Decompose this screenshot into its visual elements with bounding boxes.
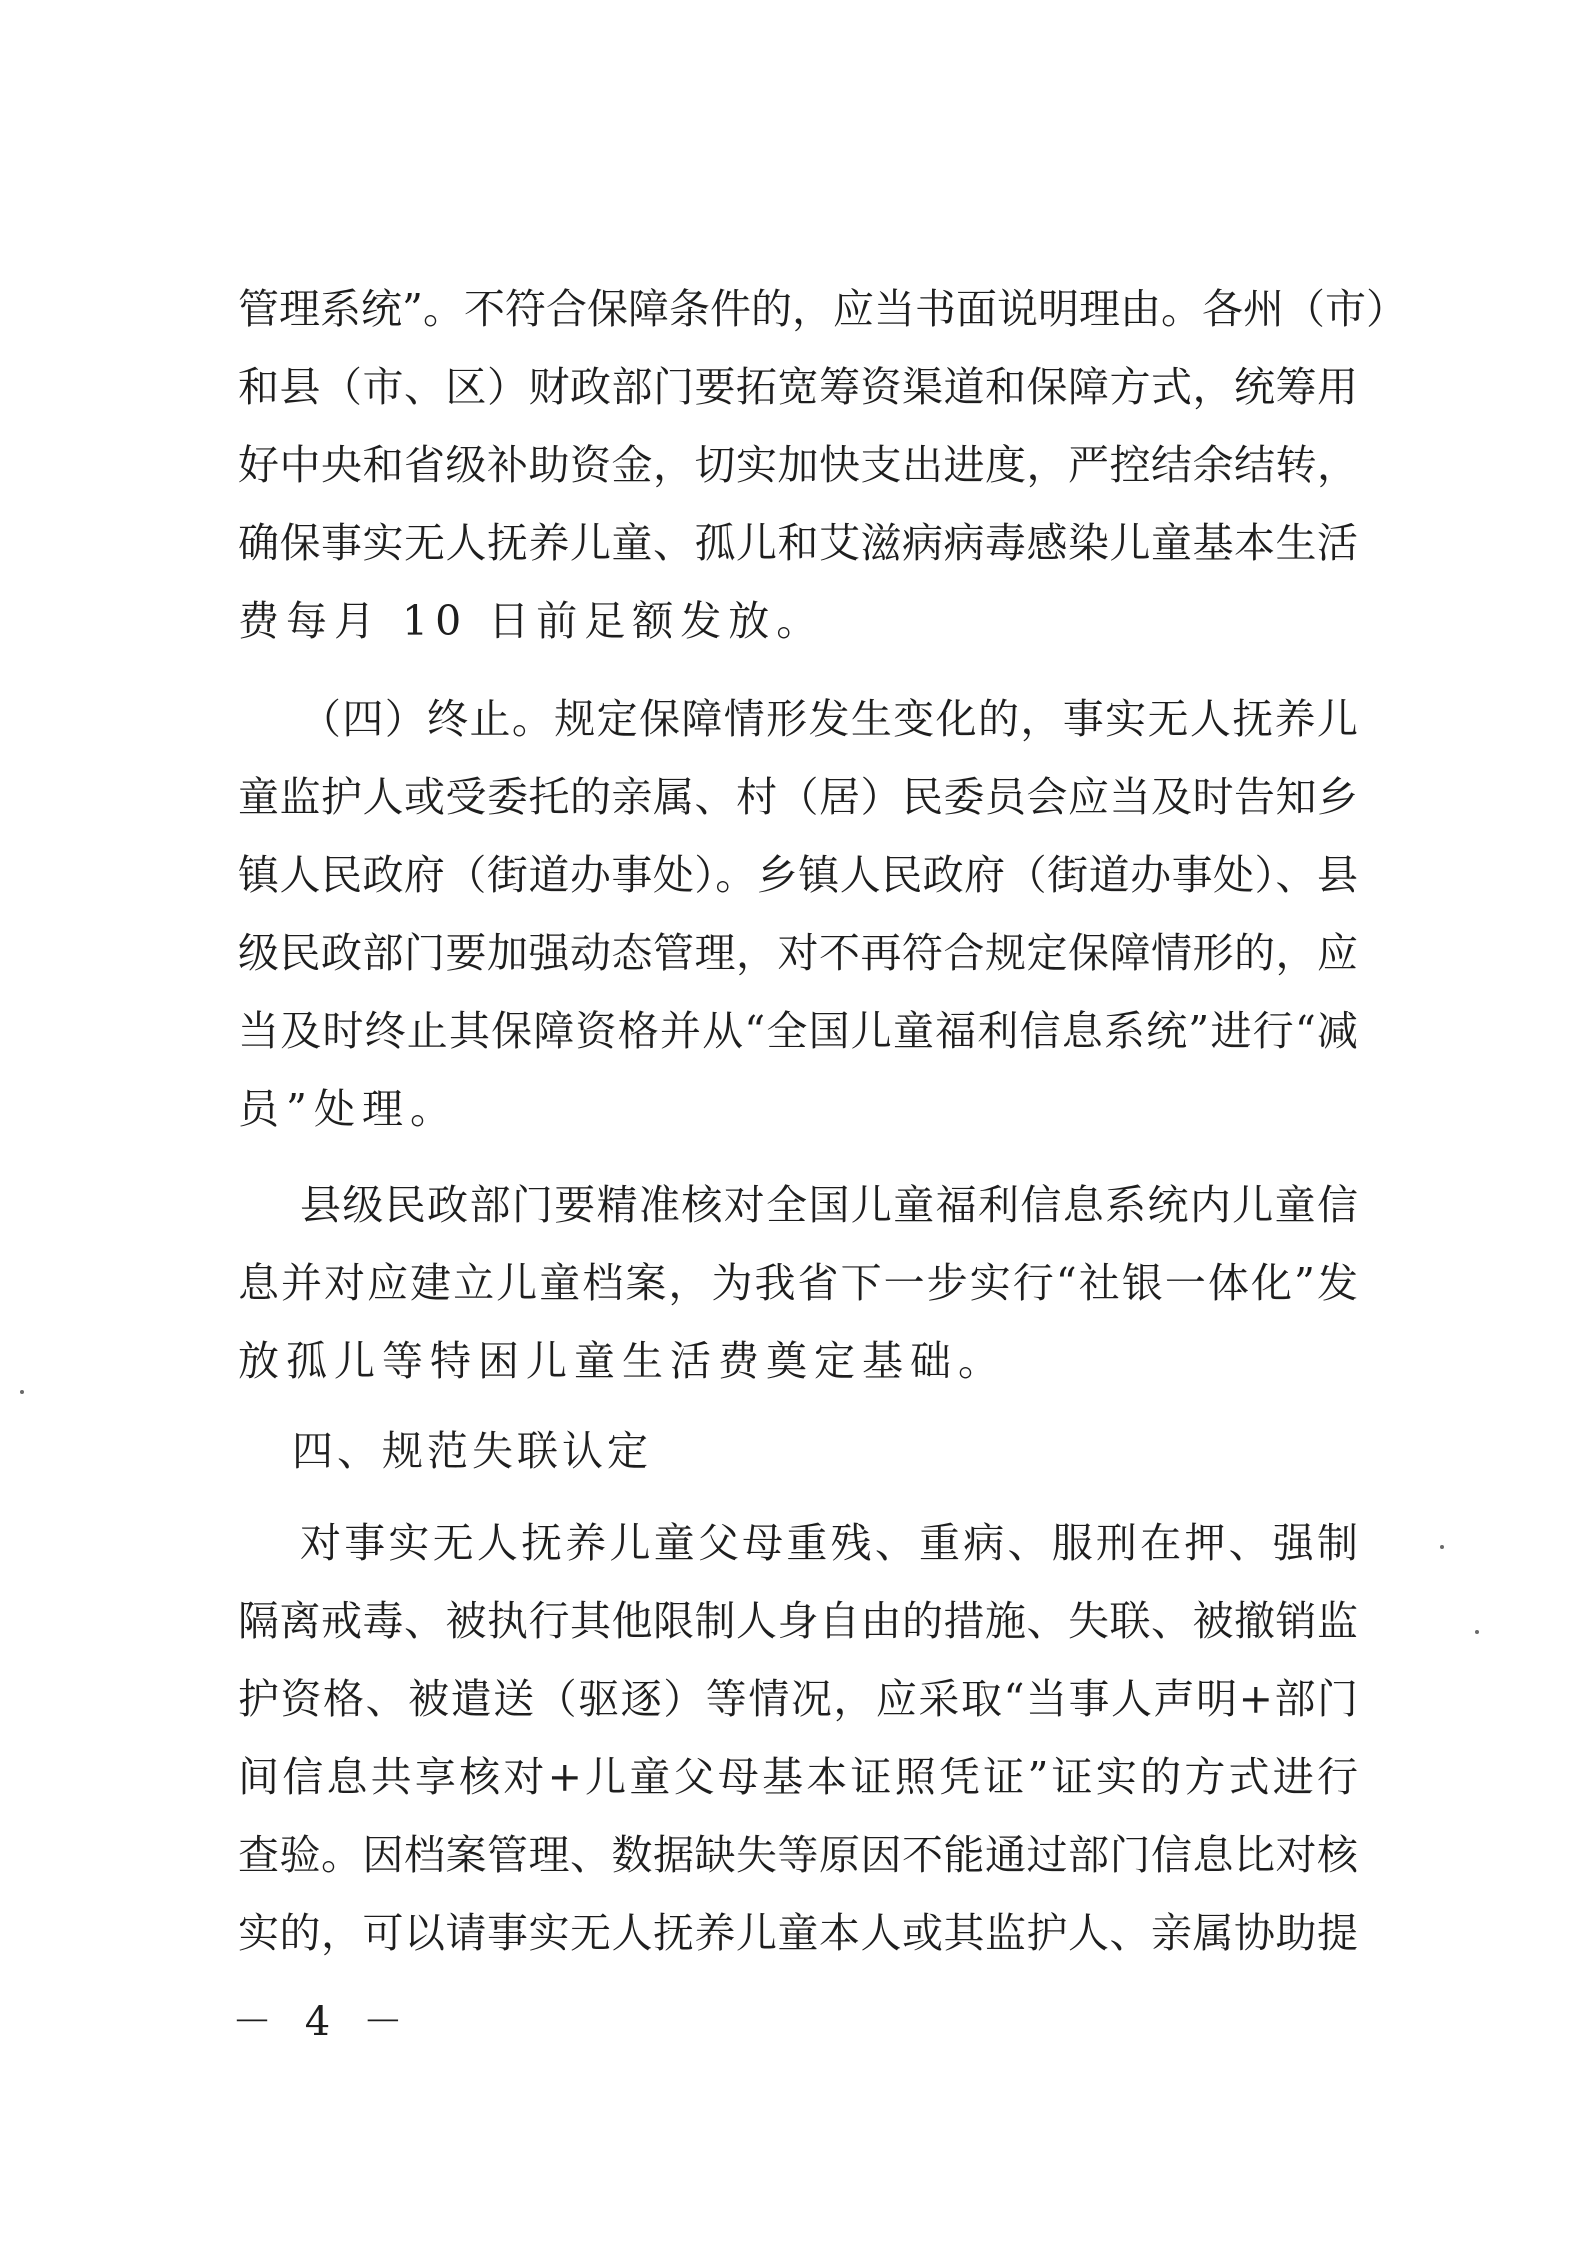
scan-speck — [1475, 1630, 1479, 1634]
body-line-10: 当及时终止其保障资格并从“全国儿童福利信息系统”进行“减 — [238, 1007, 1358, 1055]
body-line-3: 好中央和省级补助资金，切实加快支出进度，严控结余结转， — [238, 441, 1358, 489]
paragraph-missing-contact-start: 对事实无人抚养儿童父母重残、重病、服刑在押、强制 — [300, 1519, 1358, 1567]
body-line-18: 间信息共享核对+儿童父母基本证照凭证”证实的方式进行 — [238, 1753, 1358, 1801]
body-line-11: 员”处理。 — [238, 1085, 458, 1133]
section-heading: 四、规范失联认定 — [292, 1427, 652, 1475]
body-line-9: 级民政部门要加强动态管理，对不再符合规定保障情形的，应 — [238, 929, 1358, 977]
body-line-2: 和县（市、区）财政部门要拓宽筹资渠道和保障方式，统筹用 — [238, 363, 1358, 411]
body-line-5: 费每月 10 日前足额发放。 — [238, 597, 825, 645]
body-line-1: 管理系统”。不符合保障条件的，应当书面说明理由。各州（市） — [238, 285, 1407, 333]
scan-speck — [20, 1390, 24, 1394]
body-line-4: 确保事实无人抚养儿童、孤儿和艾滋病病毒感染儿童基本生活 — [238, 519, 1358, 567]
paragraph-termination-start: （四）终止。规定保障情形发生变化的，事实无人抚养儿 — [300, 695, 1358, 743]
body-line-16: 隔离戒毒、被执行其他限制人身自由的措施、失联、被撤销监 — [238, 1597, 1358, 1645]
body-line-19: 查验。因档案管理、数据缺失等原因不能通过部门信息比对核 — [238, 1831, 1358, 1879]
body-line-7: 童监护人或受委托的亲属、村（居）民委员会应当及时告知乡 — [238, 773, 1358, 821]
scan-speck — [1440, 1545, 1444, 1549]
body-line-13: 息并对应建立儿童档案，为我省下一步实行“社银一体化”发 — [238, 1259, 1358, 1307]
body-line-17: 护资格、被遣送（驱逐）等情况，应采取“当事人声明+部门 — [238, 1675, 1358, 1723]
page-number: － 4 － — [232, 1999, 413, 2045]
body-line-14: 放孤儿等特困儿童生活费奠定基础。 — [238, 1337, 1006, 1385]
body-line-20: 实的，可以请事实无人抚养儿童本人或其监护人、亲属协助提 — [238, 1909, 1358, 1957]
body-line-8: 镇人民政府（街道办事处）。乡镇人民政府（街道办事处）、县 — [238, 851, 1358, 899]
paragraph-verification-start: 县级民政部门要精准核对全国儿童福利信息系统内儿童信 — [300, 1181, 1358, 1229]
